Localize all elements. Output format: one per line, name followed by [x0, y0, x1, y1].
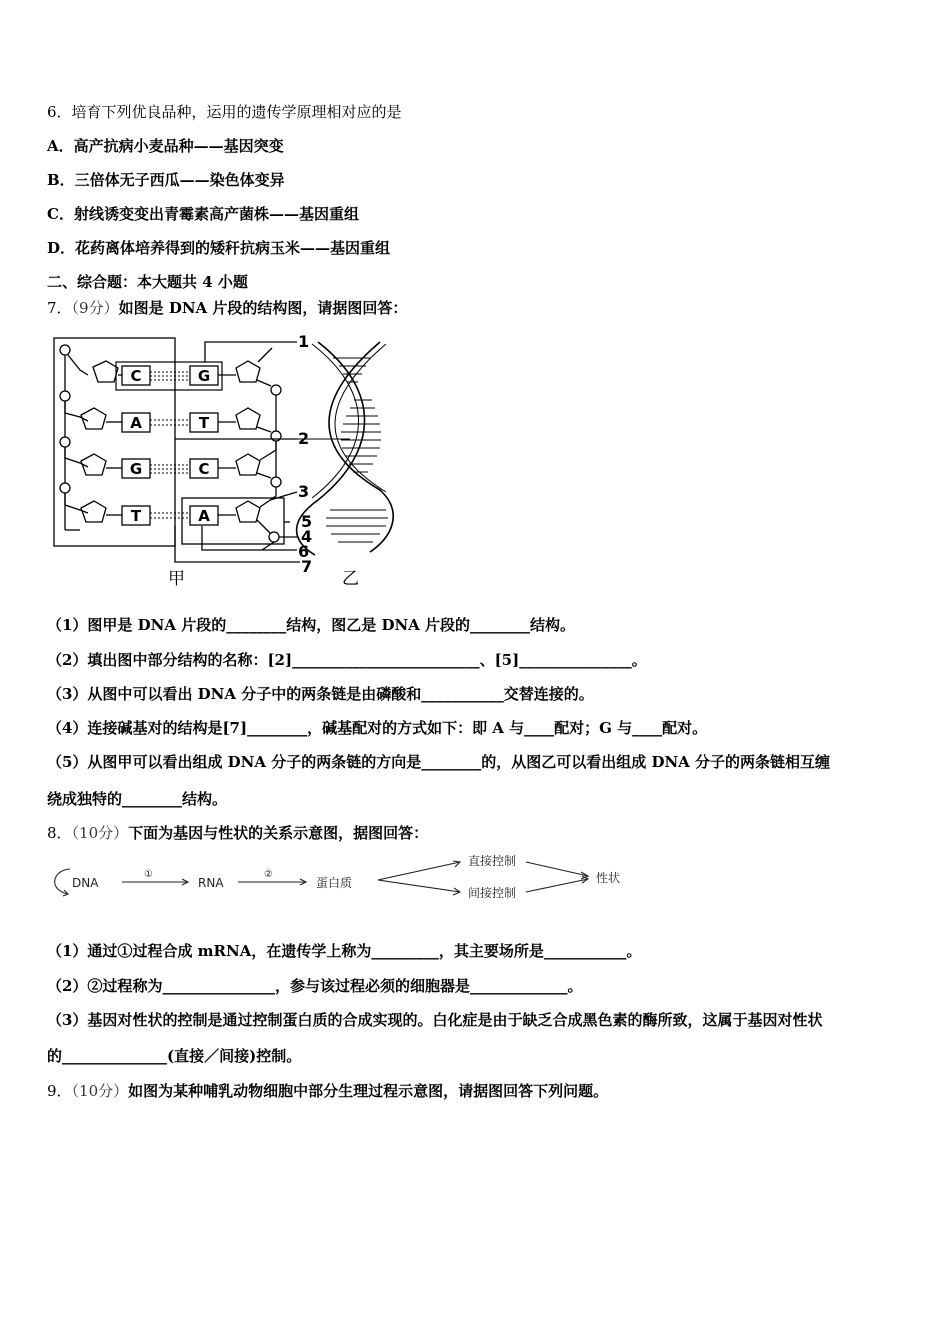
q8-stem: 下面为基因与性状的关系示意图，据图回答：: [128, 824, 429, 842]
q7-stem: 如图是 DNA 片段的结构图，请据图回答：: [118, 299, 408, 317]
label-2: 2: [298, 429, 310, 448]
left-base: A: [130, 414, 142, 432]
q9-stem: 如图为某种哺乳动物细胞中部分生理过程示意图，请据图回答下列问题。: [128, 1082, 609, 1100]
q7-sub2: （2）填出图中部分结构的名称：[2]_________________________、[5]_______________。: [47, 651, 647, 669]
q7-sub5-cont: 绕成独特的________结构。: [47, 790, 228, 808]
label-3: 3: [298, 482, 310, 501]
right-base: T: [198, 414, 210, 432]
q8-header: [47, 822, 428, 843]
q7-sub1: （1）图甲是 DNA 片段的________结构，图乙是 DNA 片段的________结构。: [47, 616, 576, 634]
sugar-icon: [236, 408, 260, 429]
q8-sub3: （3）基因对性状的控制是通过控制蛋白质的合成实现的。白化症是由于缺乏合成黑色素的酶所致，这属于基因对性状: [47, 1011, 823, 1029]
q6-option-b: B．三倍体无子西瓜——染色体变异: [47, 171, 285, 189]
sugar-icon: [236, 361, 260, 382]
diagram-direct: 直接控制: [468, 854, 517, 868]
sugar-icon: [93, 361, 118, 382]
sugar-icon: [81, 408, 106, 429]
replication-arrow-icon: [55, 869, 70, 894]
q7-sub4: （4）连接碱基对的结构是[7]________，碱基配对的方式如下：即 A 与____配对；G 与____配对。: [47, 719, 708, 737]
q8-sub2: （2）②过程称为_______________，参与该过程必须的细胞器是_____________。: [47, 977, 583, 995]
label-7: 7: [301, 557, 313, 576]
left-base: C: [130, 367, 142, 385]
diagram-trait: 性状: [596, 871, 621, 885]
q8-sub1: （1）通过①过程合成 mRNA，在遗传学上称为_________，其主要场所是___________。: [47, 942, 642, 960]
q6-option-c: C．射线诱变变出青霉素高产菌株——基因重组: [47, 205, 359, 223]
q6-stem: 6．培育下列优良品种，运用的遗传学原理相对应的是: [47, 103, 402, 121]
left-base: G: [129, 460, 143, 478]
label-1: 1: [298, 332, 310, 351]
phosphate-icon: [60, 483, 70, 493]
diagram-indirect: 间接控制: [468, 886, 517, 900]
phosphate-icon: [60, 391, 70, 401]
diagram-step2: ②: [264, 869, 273, 880]
diagram-step1: ①: [144, 869, 153, 880]
gene-trait-diagram: [48, 852, 648, 902]
diagram-protein: 蛋白质: [316, 876, 353, 890]
label-5: 5: [301, 512, 313, 531]
label-4: 4: [301, 527, 313, 546]
q8-number: 8．: [47, 824, 72, 842]
sugar-icon: [236, 501, 260, 522]
section2-title: 二、综合题：本大题共 4 小题: [47, 273, 248, 291]
dna-structure-figure: [50, 330, 410, 592]
q9-header: [47, 1080, 608, 1101]
sugar-icon: [81, 454, 106, 475]
phosphate-icon: [271, 385, 281, 395]
q7-header: [47, 297, 407, 318]
q8-score: （10分）: [71, 824, 129, 842]
q9-number: 9．: [47, 1082, 72, 1100]
label-6: 6: [298, 542, 310, 561]
q8-sub3-cont: 的______________(直接／间接)控制。: [47, 1047, 302, 1065]
phosphate-icon: [60, 437, 70, 447]
q9-score: （10分）: [71, 1082, 129, 1100]
right-base: A: [198, 507, 210, 525]
diagram-dna: DNA: [72, 876, 99, 890]
q7-score: （9分）: [71, 299, 119, 317]
q7-sub5: （5）从图甲可以看出组成 DNA 分子的两条链的方向是________的，从图乙可以看出组成 DNA 分子的两条链相互缠: [47, 753, 831, 771]
q7-sub3: （3）从图中可以看出 DNA 分子中的两条链是由磷酸和___________交替连接的。: [47, 685, 594, 703]
phosphate-icon: [60, 345, 70, 355]
left-base: T: [130, 507, 142, 525]
q6-option-a: A．高产抗病小麦品种——基因突变: [47, 137, 284, 155]
caption-yi: 乙: [342, 569, 359, 589]
caption-jia: 甲: [168, 569, 185, 589]
right-base: C: [198, 460, 210, 478]
sugar-icon: [236, 454, 260, 475]
phosphate-icon: [271, 477, 281, 487]
phosphate-icon: [269, 532, 279, 542]
right-base: G: [197, 367, 211, 385]
q6-option-d: D．花药离体培养得到的矮秆抗病玉米——基因重组: [47, 239, 391, 257]
diagram-rna: RNA: [198, 876, 224, 890]
q7-number: 7．: [47, 299, 72, 317]
